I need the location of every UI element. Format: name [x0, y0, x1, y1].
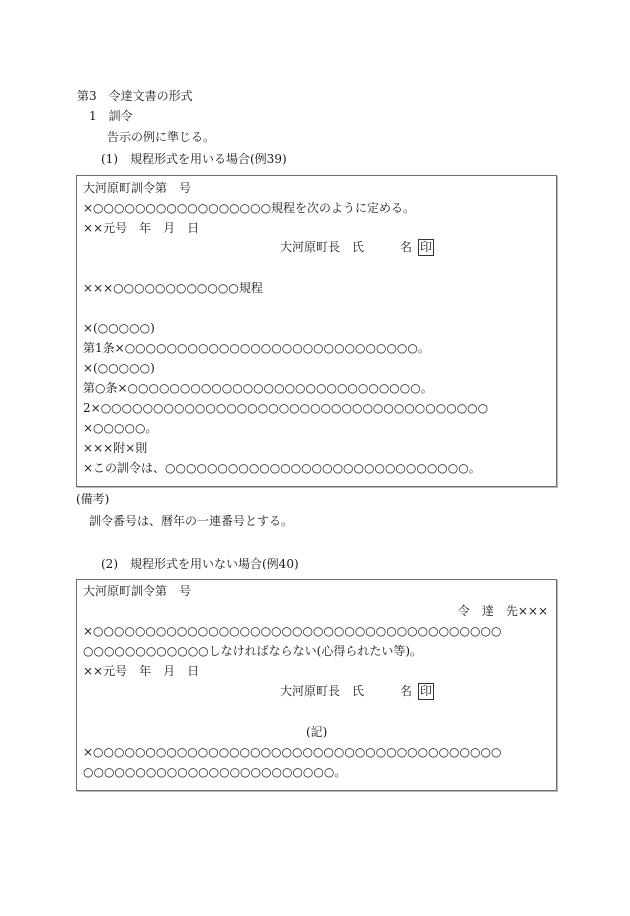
date-line: ××元号 年 月 日	[83, 221, 200, 235]
signer-line	[280, 237, 434, 257]
remarks-text: 訓令番号は、暦年の一連番号とする。	[89, 514, 294, 528]
body-line: ×○○○○○○○○○○○○○○○○○○○○○○○○○○○○○○○○○○○○○○○	[83, 624, 502, 638]
case1-title: (1) 規程形式を用いる場合(例39)	[101, 152, 287, 166]
body-line-cont: ○○○○○○○○○○○○しなければならない(心得られたい等)。	[83, 644, 423, 658]
article-n: 第○条×○○○○○○○○○○○○○○○○○○○○○○○○○○○○。	[83, 381, 433, 395]
remarks-label: (備考)	[76, 492, 110, 506]
order-number: 大河原町訓令第 号	[83, 181, 192, 195]
seal-icon: 印	[420, 240, 433, 254]
ki-heading: (記)	[306, 725, 328, 739]
case2-title: (2) 規程形式を用いない場合(例40)	[101, 557, 299, 571]
regulation-title: ×××○○○○○○○○○○○○規程	[83, 281, 263, 295]
content-line: ×○○○○○○○○○○○○○○○○○○○○○○○○○○○○○○○○○○○○○○○	[83, 745, 502, 759]
paragraph-2: 2×○○○○○○○○○○○○○○○○○○○○○○○○○○○○○○○○○○○○○	[83, 401, 489, 415]
signer-name: 大河原町長 氏 名	[280, 240, 413, 254]
article-caption: ×(○○○○○)	[83, 361, 155, 375]
signer-name: 大河原町長 氏 名	[280, 684, 413, 698]
example40-box	[76, 579, 557, 791]
supplementary-text: ×この訓令は、○○○○○○○○○○○○○○○○○○○○○○○○○○○○○。	[83, 461, 481, 475]
example39-box	[76, 175, 557, 487]
paragraph-2-cont: ×○○○○○。	[83, 421, 158, 435]
subsection-heading: 1 訓令	[89, 109, 133, 123]
content-line-cont: ○○○○○○○○○○○○○○○○○○○○○○○○。	[83, 765, 347, 779]
date-line: ××元号 年 月 日	[83, 664, 200, 678]
intro-text: 告示の例に準じる。	[107, 130, 216, 144]
enact-line: ×○○○○○○○○○○○○○○○○○規程を次のように定める。	[83, 201, 416, 215]
section-heading: 第3 令達文書の形式	[77, 89, 193, 103]
recipient-line: 令 達 先×××	[457, 604, 548, 618]
signer-line	[280, 681, 434, 701]
seal-icon: 印	[420, 684, 433, 698]
article-1: 第1条×○○○○○○○○○○○○○○○○○○○○○○○○○○○○。	[83, 341, 430, 355]
supplementary-heading: ×××附×則	[83, 441, 148, 455]
article-caption: ×(○○○○○)	[83, 321, 155, 335]
order-number: 大河原町訓令第 号	[83, 584, 192, 598]
